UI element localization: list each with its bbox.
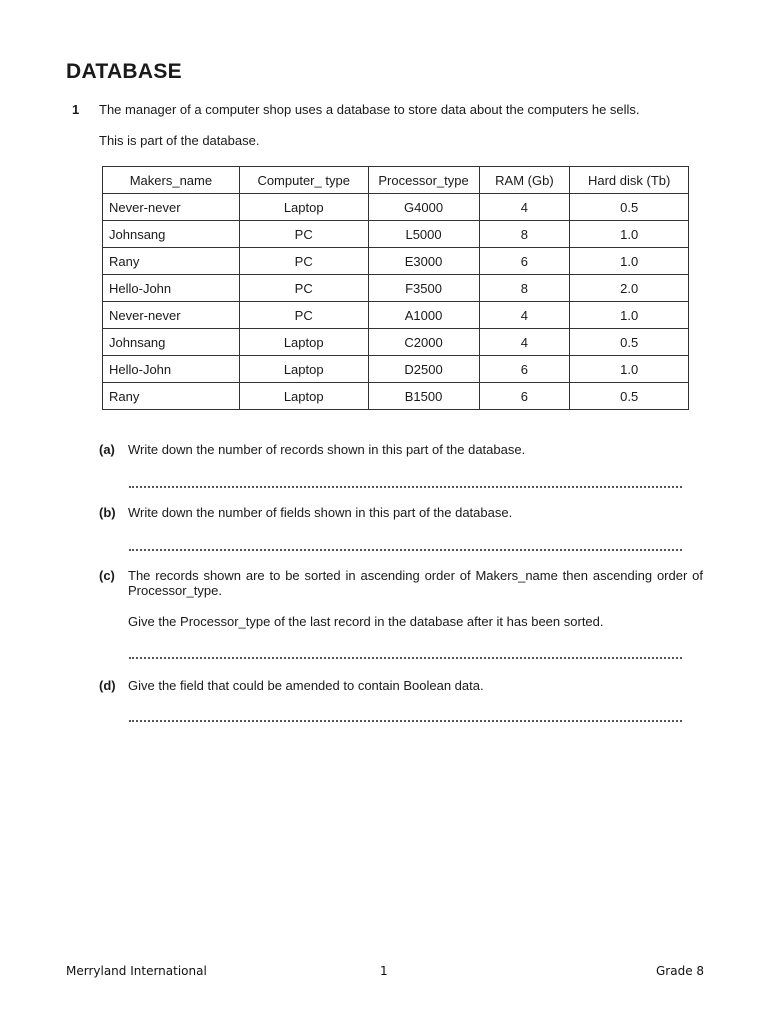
table-row [103, 275, 689, 302]
table-header-row [103, 167, 689, 194]
database-table [102, 166, 689, 410]
cell-hard-disk: 1.0 [570, 302, 689, 329]
table-row [103, 302, 689, 329]
part-c-text: The records shown are to be sorted in ascending order of Makers_name then ascending order of Processor_type. [128, 568, 703, 598]
part-c-text-2: Give the Processor_type of the last record in the database after it has been sorted. [128, 614, 604, 629]
footer-page-number: 1 [380, 964, 388, 978]
cell-ram: 8 [479, 275, 570, 302]
part-c-label: (c) [99, 568, 115, 583]
part-b-label: (b) [99, 505, 116, 520]
cell-ram: 4 [479, 194, 570, 221]
cell-computer-type: Laptop [239, 194, 368, 221]
cell-hard-disk: 1.0 [570, 221, 689, 248]
column-header-processor-type: Processor_type [368, 167, 479, 194]
cell-computer-type: Laptop [239, 329, 368, 356]
table-row [103, 221, 689, 248]
cell-computer-type: PC [239, 221, 368, 248]
cell-hard-disk: 1.0 [570, 356, 689, 383]
cell-makers-name: Hello-John [103, 356, 240, 383]
part-b-text: Write down the number of fields shown in this part of the database. [128, 505, 513, 520]
answer-line-a[interactable] [129, 476, 682, 488]
cell-ram: 6 [479, 248, 570, 275]
column-header-hard-disk: Hard disk (Tb) [570, 167, 689, 194]
cell-computer-type: PC [239, 302, 368, 329]
cell-makers-name: Never-never [103, 302, 240, 329]
answer-line-b[interactable] [129, 539, 682, 551]
cell-makers-name: Rany [103, 383, 240, 410]
cell-processor-type: F3500 [368, 275, 479, 302]
table-row [103, 356, 689, 383]
answer-line-c[interactable] [129, 647, 682, 659]
cell-processor-type: E3000 [368, 248, 479, 275]
cell-processor-type: G4000 [368, 194, 479, 221]
cell-makers-name: Never-never [103, 194, 240, 221]
part-d-text: Give the field that could be amended to contain Boolean data. [128, 678, 484, 693]
column-header-ram: RAM (Gb) [479, 167, 570, 194]
cell-makers-name: Hello-John [103, 275, 240, 302]
cell-ram: 6 [479, 383, 570, 410]
cell-hard-disk: 1.0 [570, 248, 689, 275]
cell-makers-name: Johnsang [103, 329, 240, 356]
cell-ram: 4 [479, 329, 570, 356]
cell-ram: 8 [479, 221, 570, 248]
cell-computer-type: PC [239, 275, 368, 302]
column-header-makers-name: Makers_name [103, 167, 240, 194]
cell-makers-name: Rany [103, 248, 240, 275]
cell-hard-disk: 0.5 [570, 383, 689, 410]
table-row [103, 248, 689, 275]
cell-computer-type: Laptop [239, 356, 368, 383]
cell-processor-type: C2000 [368, 329, 479, 356]
cell-hard-disk: 2.0 [570, 275, 689, 302]
page-title: DATABASE [66, 60, 182, 83]
table-row [103, 329, 689, 356]
cell-ram: 6 [479, 356, 570, 383]
cell-hard-disk: 0.5 [570, 329, 689, 356]
cell-makers-name: Johnsang [103, 221, 240, 248]
cell-processor-type: A1000 [368, 302, 479, 329]
table-row [103, 383, 689, 410]
table-row [103, 194, 689, 221]
part-a-label: (a) [99, 442, 115, 457]
part-d-label: (d) [99, 678, 116, 693]
cell-computer-type: PC [239, 248, 368, 275]
answer-line-d[interactable] [129, 710, 682, 722]
cell-hard-disk: 0.5 [570, 194, 689, 221]
question-intro-2: This is part of the database. [99, 133, 260, 148]
question-number: 1 [72, 102, 80, 117]
cell-processor-type: D2500 [368, 356, 479, 383]
cell-processor-type: L5000 [368, 221, 479, 248]
question-intro: The manager of a computer shop uses a database to store data about the computers he sells. [99, 102, 640, 117]
column-header-computer-type: Computer_ type [239, 167, 368, 194]
cell-ram: 4 [479, 302, 570, 329]
footer-grade: Grade 8 [656, 964, 705, 978]
cell-computer-type: Laptop [239, 383, 368, 410]
part-a-text: Write down the number of records shown in this part of the database. [128, 442, 526, 457]
cell-processor-type: B1500 [368, 383, 479, 410]
footer-school: Merryland International [66, 964, 207, 978]
